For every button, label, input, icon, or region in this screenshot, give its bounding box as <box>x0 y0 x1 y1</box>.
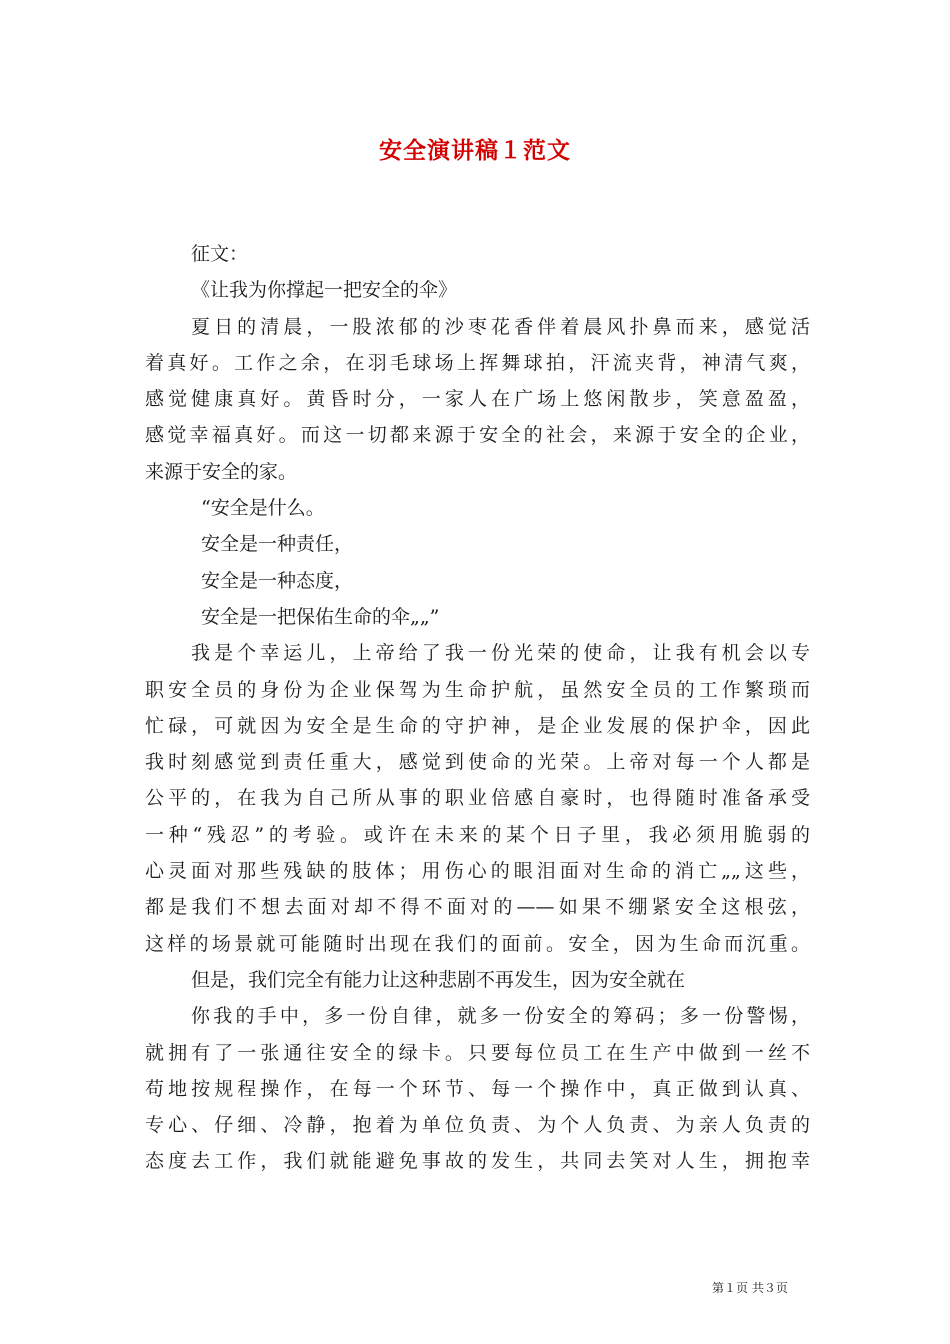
text-line: 你我的手中，多一份自律，就多一份安全的筹码；多一份警惕， <box>191 1005 810 1028</box>
text-line: 感觉健康真好。黄昏时分，一家人在广场上悠闲散步，笑意盈盈， <box>145 388 810 411</box>
text-line: 征文： <box>191 243 249 265</box>
text-line: 心灵面对那些残缺的肢体；用伤心的眼泪面对生命的消亡„„这些， <box>145 860 810 883</box>
text-line: 职安全员的身份为企业保驾为生命护航，虽然安全员的工作繁琐而 <box>145 678 810 701</box>
text-line: 忙碌，可就因为安全是生命的守护神，是企业发展的保护伞，因此 <box>145 714 810 737</box>
text-line: 这样的场景就可能随时出现在我们的面前。安全，因为生命而沉重。 <box>145 932 810 955</box>
text-line: 都是我们不想去面对却不得不面对的——如果不绷紧安全这根弦， <box>145 896 810 919</box>
text-line: 态度去工作，我们就能避免事故的发生，共同去笑对人生，拥抱幸 <box>145 1150 810 1173</box>
text-line: 但是，我们完全有能力让这种悲剧不再发生，因为安全就在 <box>191 968 686 991</box>
text-line: 来源于安全的家。 <box>145 460 298 483</box>
text-line: 苟地按规程操作，在每一个环节、每一个操作中，真正做到认真、 <box>145 1077 810 1100</box>
text-line: 安全是一种责任， <box>201 533 354 556</box>
text-line: 安全是一把保佑生命的伞„„” <box>201 605 440 628</box>
text-line: “安全是什么。 <box>201 497 325 520</box>
text-line: 公平的，在我为自己所从事的职业倍感自豪时，也得随时准备承受 <box>145 787 810 810</box>
text-line: 《让我为你撑起一把安全的伞》 <box>191 279 458 302</box>
text-line: 我是个幸运儿，上帝给了我一份光荣的使命，让我有机会以专 <box>191 642 810 665</box>
text-line: 感觉幸福真好。而这一切都来源于安全的社会，来源于安全的企业， <box>145 424 810 447</box>
document-title: 安全演讲稿１范文 <box>379 137 571 164</box>
text-line: 夏日的清晨，一股浓郁的沙枣花香伴着晨风扑鼻而来，感觉活 <box>191 315 810 338</box>
document-body <box>145 236 810 1180</box>
text-line: 安全是一种态度， <box>201 569 354 592</box>
text-line: 就拥有了一张通往安全的绿卡。只要每位员工在生产中做到一丝不 <box>145 1041 810 1064</box>
text-line: 我时刻感觉到责任重大，感觉到使命的光荣。上帝对每一个人都是 <box>145 751 810 774</box>
text-line: 一种“残忍”的考验。或许在未来的某个日子里，我必须用脆弱的 <box>145 823 810 846</box>
text-line: 专心、仔细、冷静，抱着为单位负责、为个人负责、为亲人负责的 <box>145 1114 810 1137</box>
text-line: 着真好。工作之余，在羽毛球场上挥舞球拍，汗流夹背，神清气爽， <box>145 351 810 374</box>
page-number-footer: 第１页 共３页 <box>712 1281 788 1295</box>
